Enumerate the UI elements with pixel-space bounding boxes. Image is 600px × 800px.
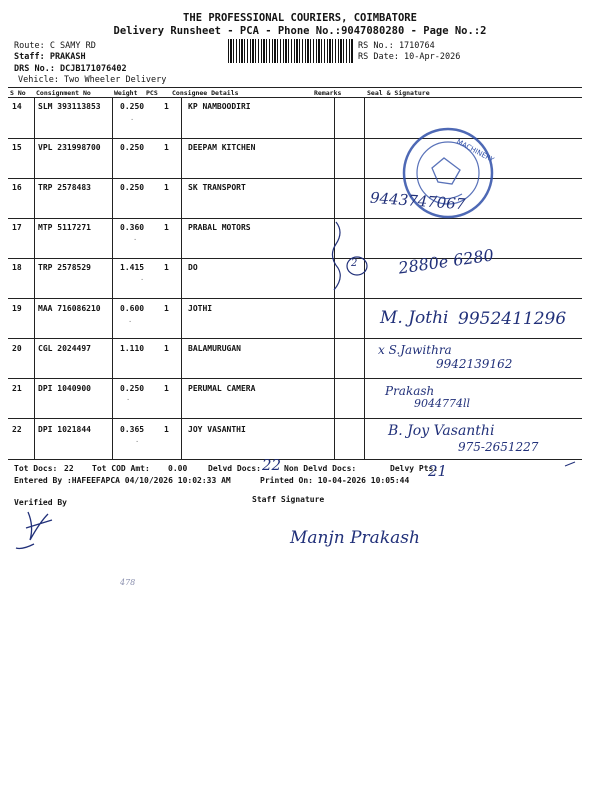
- scan-speck: ·: [126, 396, 131, 404]
- row-pcs: 1: [164, 425, 169, 434]
- row-consignee: DO: [188, 263, 198, 272]
- col-header-seal: Seal & Signature: [367, 89, 430, 97]
- rs-date: RS Date: 10-Apr-2026: [358, 52, 461, 62]
- row20-phone-handwritten: 9942139162: [436, 357, 513, 371]
- row-consignee: SK TRANSPORT: [188, 183, 246, 192]
- tot-cod-label: Tot COD Amt:: [92, 464, 150, 473]
- row-sno: 18: [12, 263, 22, 272]
- col-header-consignee: Consignee Details: [172, 89, 239, 97]
- circled-mark: 2: [351, 258, 358, 269]
- scan-speck: ·: [135, 438, 140, 446]
- delvy-pts-label: Delvy Pts:: [390, 464, 439, 473]
- row-pcs: 1: [164, 223, 169, 232]
- row16-phone-handwritten: 9443747067: [369, 188, 466, 214]
- delvd-docs-handwritten: 22: [262, 456, 282, 474]
- row-sno: 16: [12, 183, 22, 192]
- faint-mark: 478: [120, 578, 136, 587]
- row-consignment: MAA 716086210: [38, 304, 101, 313]
- runsheet-subtitle: Delivery Runsheet - PCA - Phone No.:9047080280 - Page No.:2: [113, 25, 487, 37]
- row-consignee: DEEPAM KITCHEN: [188, 143, 256, 152]
- row-pcs: 1: [164, 102, 169, 111]
- scan-speck: ·: [128, 318, 133, 326]
- tot-docs-label: Tot Docs:: [14, 464, 58, 473]
- verified-by-label: Verified By: [14, 498, 67, 507]
- row-weight: 0.250: [120, 102, 145, 111]
- staff-label: Staff: PRAKASH: [14, 52, 86, 62]
- row-weight: 1.110: [120, 344, 145, 353]
- row-pcs: 1: [164, 143, 169, 152]
- row-consignment: MTP 5117271: [38, 223, 91, 232]
- row21-name-handwritten: Prakash: [385, 384, 435, 398]
- scan-speck: ·: [140, 276, 145, 284]
- row22-phone-handwritten: 975-2651227: [458, 440, 539, 454]
- row19-name-handwritten: M. Jothi: [380, 308, 449, 328]
- row-pcs: 1: [164, 304, 169, 313]
- route-label: Route: C SAMY RD: [14, 41, 96, 51]
- row22-name-handwritten: B. Joy Vasanthi: [388, 423, 495, 439]
- scan-speck: ·: [130, 116, 135, 124]
- row-consignee: PERUMAL CAMERA: [188, 384, 256, 393]
- row-pcs: 1: [164, 344, 169, 353]
- row-sno: 15: [12, 143, 22, 152]
- row-sno: 21: [12, 384, 22, 393]
- vehicle-label: Vehicle: Two Wheeler Delivery: [18, 75, 167, 85]
- staff-signature-label: Staff Signature: [252, 495, 325, 504]
- row-sno: 14: [12, 102, 22, 111]
- col-header-remarks: Remarks: [314, 89, 342, 97]
- printed-on: Printed On: 10-04-2026 10:05:44: [260, 476, 410, 485]
- row19-phone-handwritten: 9952411296: [458, 309, 567, 329]
- col-header-weight: Weight: [114, 89, 138, 97]
- scan-speck: ·: [133, 236, 138, 244]
- row21-extra-handwritten: 9044774ll: [414, 397, 471, 410]
- row-consignment: DPI 1040900: [38, 384, 91, 393]
- runsheet-title: THE PROFESSIONAL COURIERS, COIMBATORE: [183, 12, 417, 24]
- staff-signature-handwritten: Manjn Prakash: [290, 528, 420, 548]
- col-header-pcs: PCS: [146, 89, 158, 97]
- row-consignment: TRP 2578529: [38, 263, 91, 272]
- row-consignment: CGL 2024497: [38, 344, 91, 353]
- non-delvd-label: Non Delvd Docs:: [284, 464, 357, 473]
- tot-cod-value: 0.00: [168, 464, 188, 473]
- row-pcs: 1: [164, 183, 169, 192]
- row-pcs: 1: [164, 263, 169, 272]
- row-weight: 0.250: [120, 384, 145, 393]
- entered-by: Entered By :HAFEEFAPCA 04/10/2026 10:02:33 AM: [14, 476, 231, 485]
- row-weight: 0.250: [120, 183, 145, 192]
- row20-name-handwritten: x S.Jawithra: [378, 343, 452, 357]
- col-header-consignment: Consignment No: [36, 89, 91, 97]
- row-consignee: JOY VASANTHI: [188, 425, 246, 434]
- row-consignee: JOTHI: [188, 304, 213, 313]
- row-sno: 19: [12, 304, 22, 313]
- row-sno: 22: [12, 425, 22, 434]
- row-consignee: PRABAL MOTORS: [188, 223, 251, 232]
- row-consignee: KP NAMBOODIRI: [188, 102, 251, 111]
- row-consignment: SLM 393113853: [38, 102, 101, 111]
- row-consignment: DPI 1021844: [38, 425, 91, 434]
- row-weight: 1.415: [120, 263, 145, 272]
- stamp-text: MACHINERY: [455, 137, 496, 165]
- row-weight: 0.250: [120, 143, 145, 152]
- row-weight: 0.360: [120, 223, 145, 232]
- row-pcs: 1: [164, 384, 169, 393]
- delvd-docs-label: Delvd Docs:: [208, 464, 261, 473]
- delvy-pts-handwritten: 21: [428, 462, 448, 480]
- row-sno: 17: [12, 223, 22, 232]
- row-weight: 0.365: [120, 425, 145, 434]
- drs-label: DRS No.: DCJB171076402: [14, 64, 127, 74]
- tot-docs-value: 22: [64, 464, 74, 473]
- row-consignment: VPL 231998700: [38, 143, 101, 152]
- row-consignee: BALAMURUGAN: [188, 344, 241, 353]
- row-sno: 20: [12, 344, 22, 353]
- row-weight: 0.600: [120, 304, 145, 313]
- row-consignment: TRP 2578483: [38, 183, 91, 192]
- rs-number: RS No.: 1710764: [358, 41, 435, 51]
- row18-handwritten: 2880e 6280: [397, 245, 495, 278]
- col-header-sno: S No: [10, 89, 26, 97]
